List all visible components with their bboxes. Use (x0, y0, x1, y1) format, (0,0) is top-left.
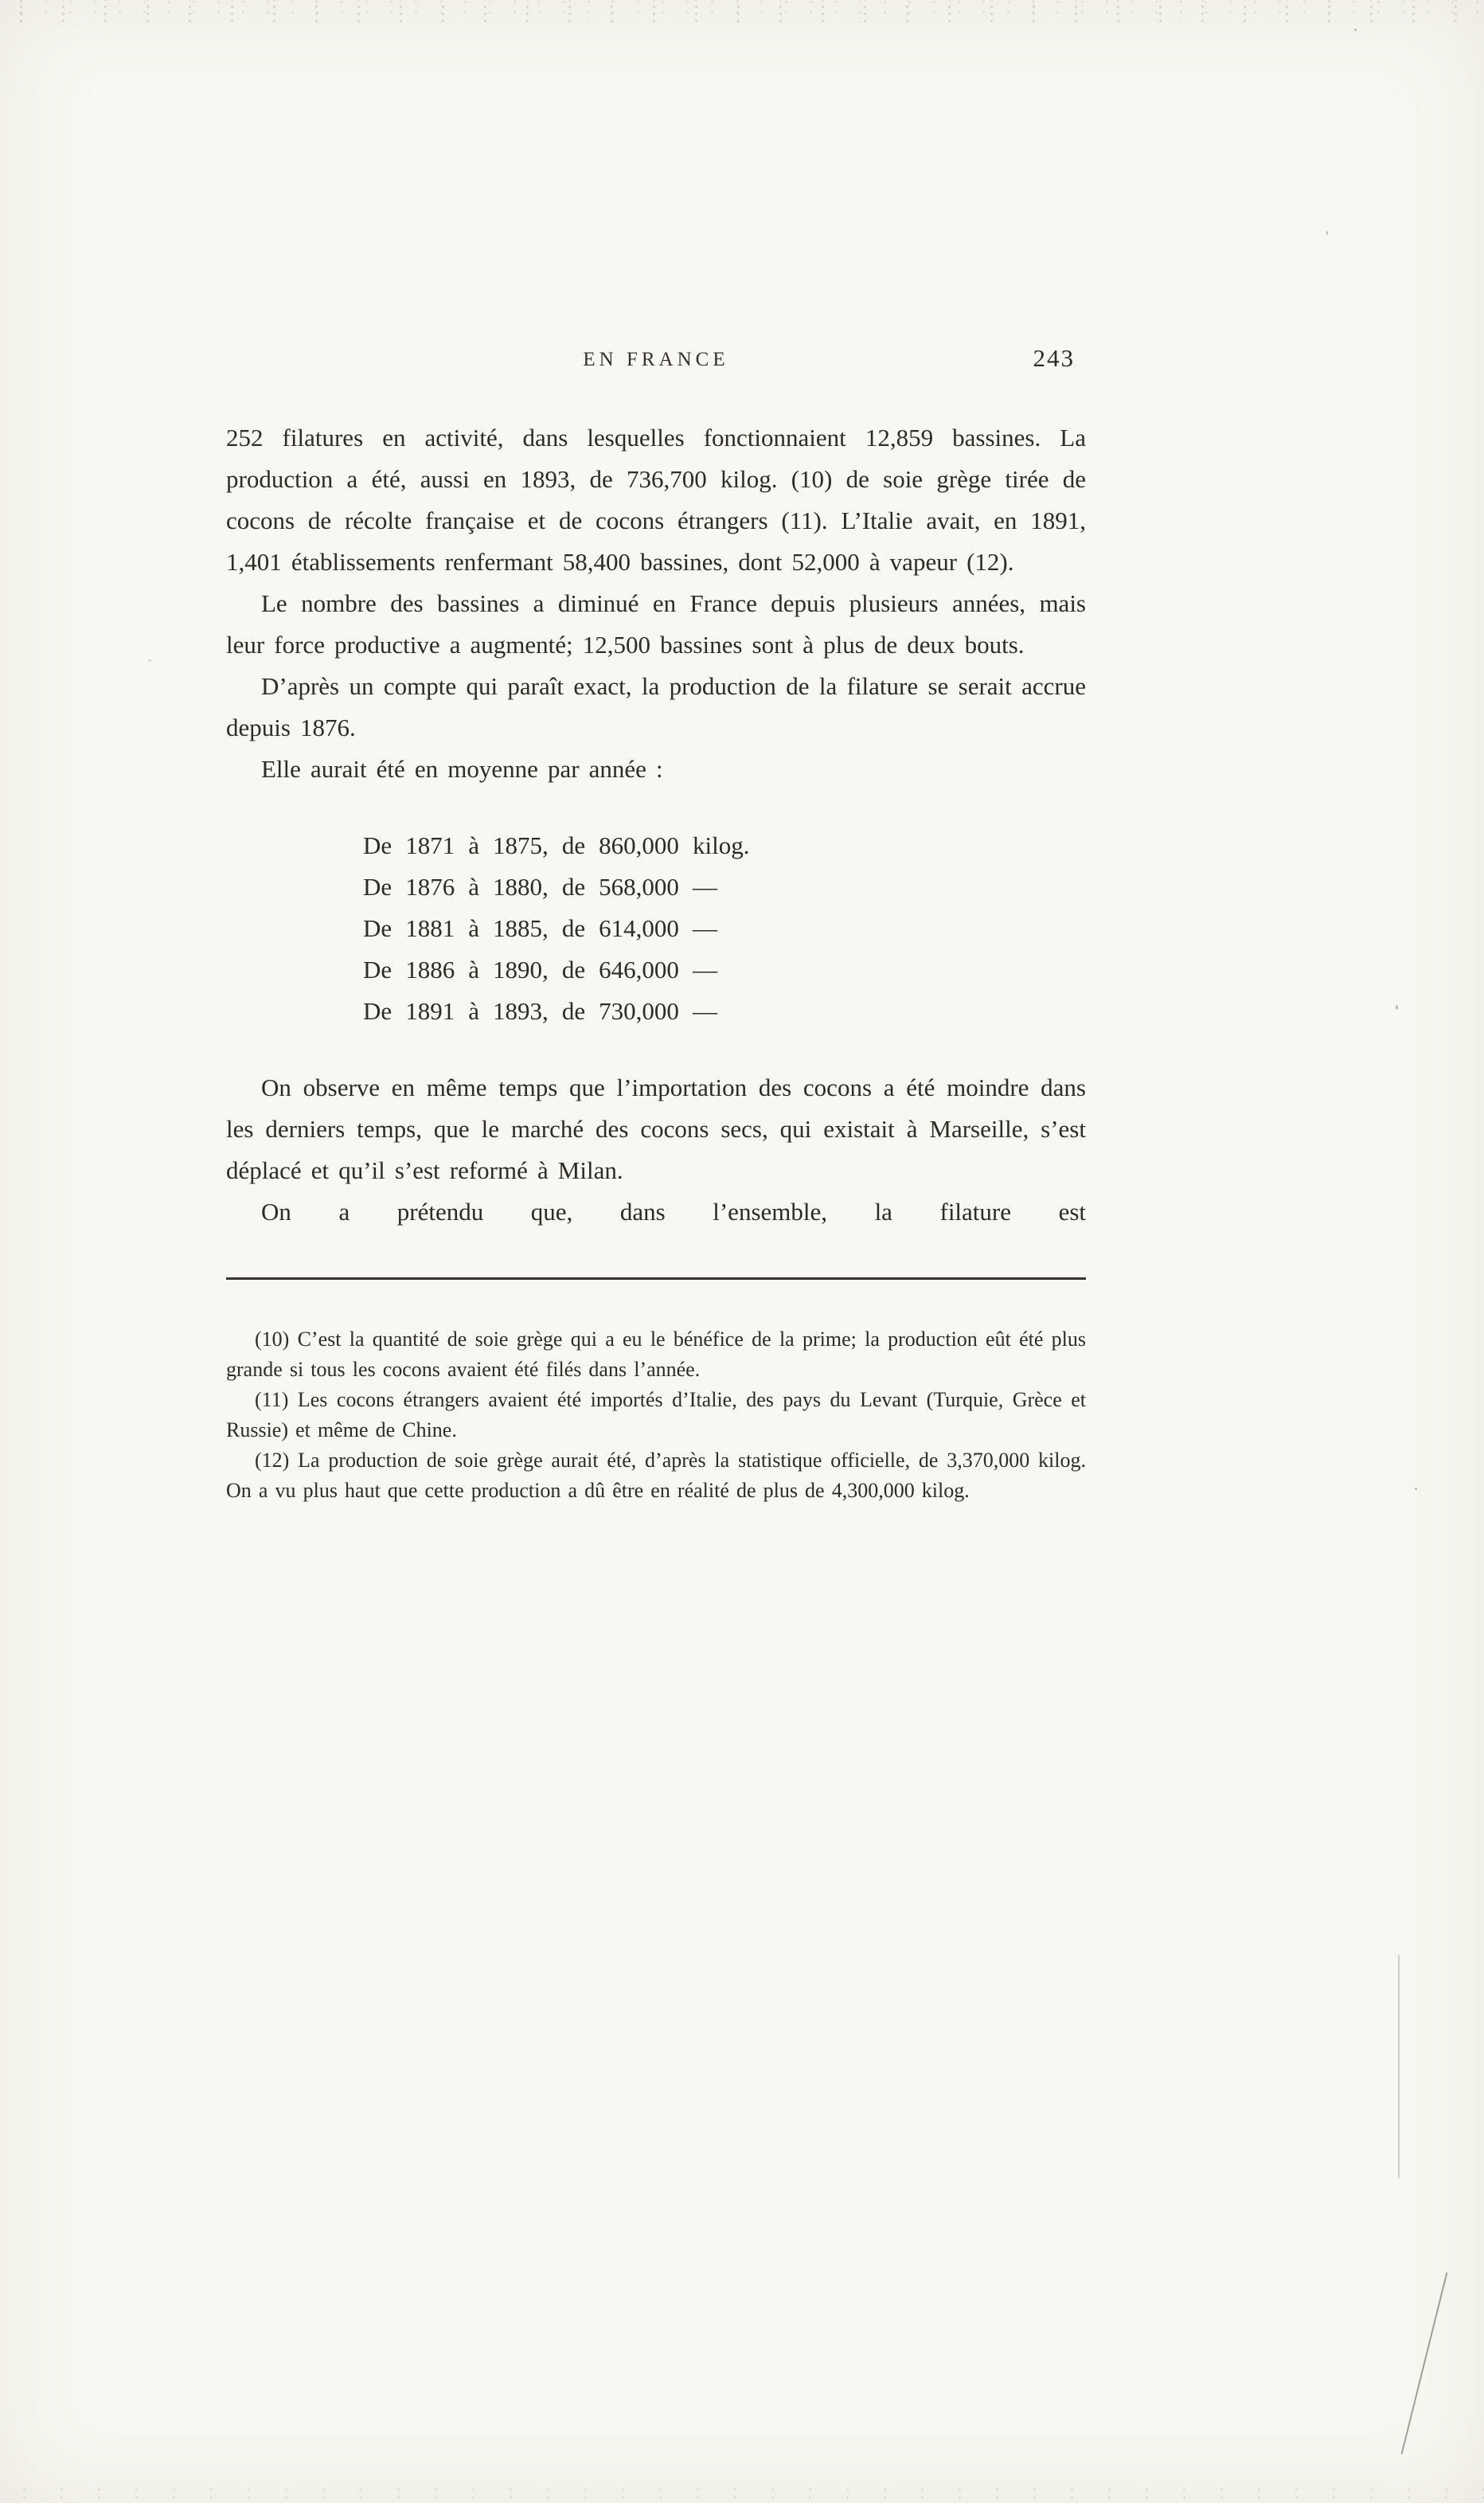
scan-noise-top (0, 0, 1484, 22)
footnote-separator-rule (226, 1277, 1086, 1280)
scan-noise-bottom (0, 2487, 1484, 2503)
production-by-year-list (363, 825, 1086, 1032)
scan-speck (1326, 231, 1328, 235)
text-block (226, 417, 1086, 1506)
list-item-1891-1893: De 1891 à 1893, de 730,000 — (363, 997, 717, 1025)
list-item-1881-1885: De 1881 à 1885, de 614,000 — (363, 914, 717, 942)
paragraph-6: On a prétendu que, dans l’ensemble, la filature est (261, 1198, 1086, 1226)
page-edge-mark (1398, 1955, 1400, 2178)
paragraph-3: D’après un compte qui paraît exact, la production de la filature se serait accrue depuis 1876. (226, 672, 1086, 741)
list-item-1871-1875: De 1871 à 1875, de 860,000 kilog. (363, 831, 750, 859)
paragraph-4: Elle aurait été en moyenne par année : (261, 755, 663, 783)
footnote-10: (10) C’est la quantité de soie grège qui a eu le bénéfice de la prime; la production eût été plus grande si tous les cocons avaient été filés dans l’année. (226, 1328, 1086, 1381)
page-header (226, 344, 1086, 381)
list-item-1876-1880: De 1876 à 1880, de 568,000 — (363, 873, 717, 901)
paragraph-2: Le nombre des bassines a diminué en France depuis plusieurs années, mais leur force productive a augmenté; 12,500 bassines sont à plus de deux bouts. (226, 589, 1086, 659)
scan-speck (1415, 1488, 1417, 1490)
scan-speck (1354, 29, 1357, 31)
footnote-11: (11) Les cocons étrangers avaient été importés d’Italie, des pays du Levant (Turquie, Grèce et Russie) et même de Chine. (226, 1388, 1086, 1441)
paragraph-1: 252 filatures en activité, dans lesquelles fonctionnaient 12,859 bassines. La production a été, aussi en 1893, de 736,700 kilog. (10) de soie grège tirée de cocons de récolte française et de cocons étrangers (11). L’Italie avait, en 1891, 1,401 établissements renfermant 58,400 bassines, dont 52,000 à vapeur (12). (226, 424, 1086, 576)
scan-speck (148, 659, 151, 662)
scan-scratch-mark (1401, 2272, 1448, 2454)
running-title: EN FRANCE (583, 349, 729, 370)
page-number: 243 (1033, 344, 1075, 372)
footnote-12: (12) La production de soie grège aurait été, d’après la statistique officielle, de 3,370,000 kilog. On a vu plus haut que cette production a dû être en réalité de plus de 4,300,000 kilog. (226, 1449, 1086, 1502)
paragraph-5: On observe en même temps que l’importation des cocons a été moindre dans les derniers temps, que le marché des cocons secs, qui existait à Marseille, s’est déplacé et qu’il s’est reformé à Milan. (226, 1074, 1086, 1184)
footnotes-section (226, 1324, 1086, 1506)
scan-speck (1396, 1005, 1398, 1010)
list-item-1886-1890: De 1886 à 1890, de 646,000 — (363, 956, 717, 984)
